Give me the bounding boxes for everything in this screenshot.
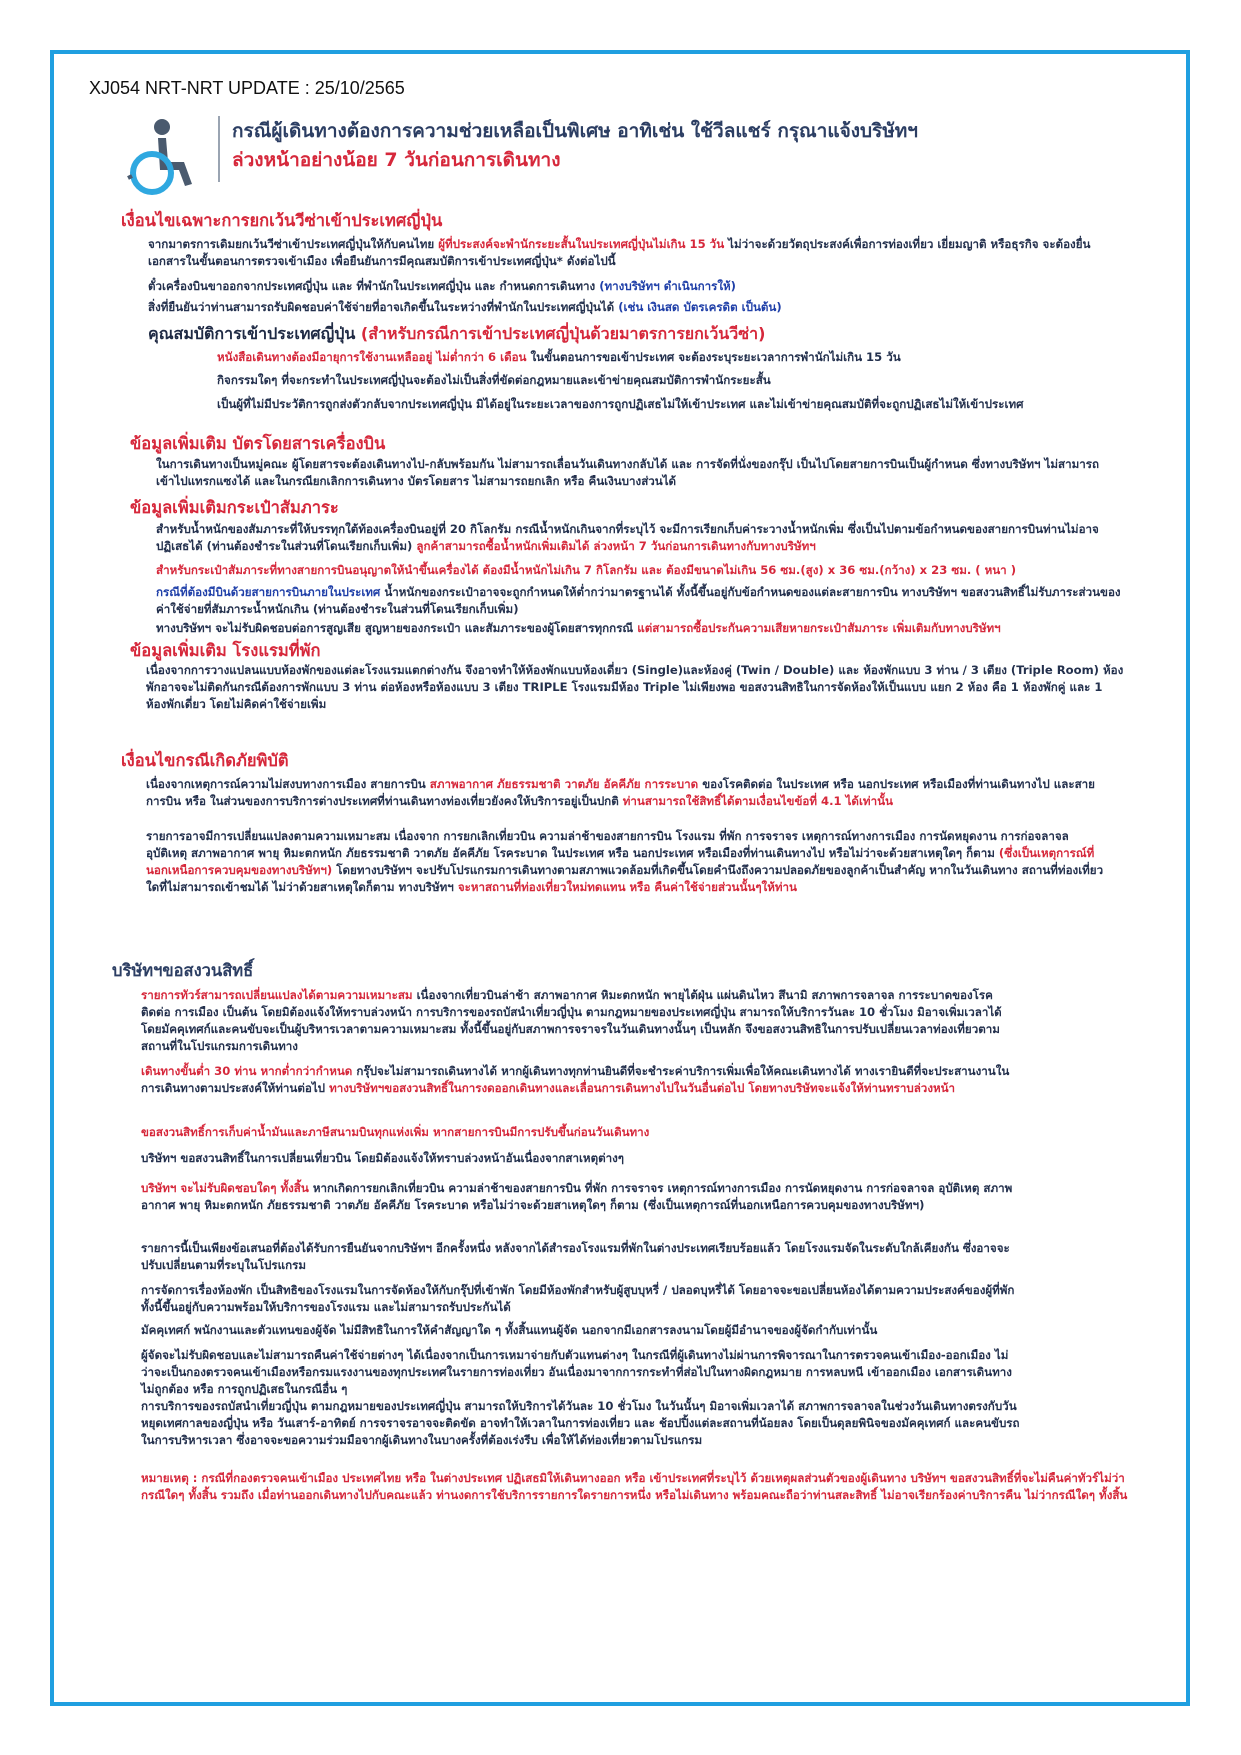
visa-p2-text: ตั๋วเครื่องบินขาออกจากประเทศญี่ปุ่น และ ที่พำนักในประเทศญี่ปุ่น และ กำหนดการเดินทาง (148, 279, 600, 293)
baggage-paragraph-2: สำหรับกระเป๋าสัมภาระที่ทางสายการบินอนุญาตให้นำขึ้นเครื่องได้ ต้องมีน้ำหนักไม่เกิน 7 กิโลกรัม และ ต้องมีขนาดไม่เกิน 56 ซม.(สูง) x 36 ซม.(กว้าง) x 23 ซม. ( หนา ) (156, 563, 1017, 577)
disaster-p2-text: รายการอาจมีการเปลี่ยนแปลงตามความเหมาะสม เนื่องจาก การยกเลิกเที่ยวบิน ความล่าช้าของสายการบิน โรงแรม ที่พัก การจราจร เหตุการณ์ทางการเมือง การนัดหยุดงาน การก่อจลาจล อุบัติเหตุ สภาพอากาศ พายุ หิมะตกหนัก ภัยธรรมชาติ วาตภัย อัคคีภัย โรคระบาด ในประเทศ หรือ นอกประเทศ หรือเมืองที่ท่านเดินทางไป หรือไม่ว่าจะด้วยสาเหตุใดๆ ก็ตาม (146, 829, 1069, 860)
disaster-p1-text: เนื่องจากเหตุการณ์ความไม่สงบทางการเมือง สายการบิน (146, 777, 430, 791)
visa-p3-highlight: (เช่น เงินสด บัตรเครดิต เป็นต้น) (618, 300, 782, 314)
qualification-item-1-highlight: หนังสือเดินทางต้องมีอายุการใช้งานเหลืออยู่ ไม่ต่ำกว่า 6 เดือน (217, 350, 527, 364)
qualification-item-2: กิจกรรมใดๆ ที่จะกระทำในประเทศญี่ปุ่นจะต้องไม่เป็นสิ่งที่ขัดต่อกฎหมายและเข้าข่ายคุณสมบัติการพำนักระยะสั้น (217, 373, 771, 387)
visa-paragraph-3 (148, 299, 1108, 316)
qualification-title-text: คุณสมบัติการเข้าประเทศญี่ปุ่น (148, 324, 361, 343)
qualification-title (148, 322, 765, 347)
visa-section-title: เงื่อนไขเฉพาะการยกเว้นวีซ่าเข้าประเทศญี่ปุ่น (121, 211, 443, 230)
document-code: XJ054 NRT-NRT UPDATE : 25/10/2565 (89, 78, 405, 98)
reserve-paragraph-10: การบริการของรถบัสนำเที่ยวญี่ปุ่น ตามกฎหมายของประเทศญี่ปุ่น สามารถให้บริการได้วันละ 10 ชั่วโมง ในวันนั้นๆ มิอาจเพิ่มเวลาได้ สภาพการจลาจลในช่วงวันเดินทางตรงกับวันหยุดเทศกาลของญี่ปุ่น หรือ วันเสาร์-อาทิตย์ การจราจรอาจจะติดขัด อาจทำให้เวลาในการท่องเที่ยว และ ช้อปปิ้งแต่ละสถานที่น้อยลง โดยเป็นดุลยพินิจของมัคคุเทศก์ และคนขับรถในการบริหารเวลา ซึ่งอาจจะขอความร่วมมือจากผู้เดินทางในบางครั้งที่ต้องเร่งรีบ เพื่อให้ได้ท่องเที่ยวตามโปรแกรม (141, 1399, 1020, 1447)
reserve-section-title: บริษัทฯขอสงวนสิทธิ์ (112, 961, 254, 980)
baggage-p4-highlight: แต่สามารถซื้อประกันความเสียหายกระเป๋าสัมภาระ เพิ่มเติมกับทางบริษัทฯ (637, 621, 1001, 635)
qualification-item-1-text: ในขั้นตอนการขอเข้าประเทศ จะต้องระบุระยะเวลาการพำนักไม่เกิน 15 วัน (526, 350, 901, 364)
disaster-p1-highlight: สภาพอากาศ ภัยธรรมชาติ วาตภัย อัคคีภัย การระบาด (429, 777, 699, 791)
disaster-p2-highlight-2: จะหาสถานที่ท่องเที่ยวใหม่ทดแทน หรือ คืนค่าใช้จ่ายส่วนนั้นๆให้ท่าน (457, 880, 797, 894)
visa-p1-text-2: ไม่ว่าจะด้วยวัตถุประสงค์เพื่อการท่องเที่ยว เยี่ยมญาติ หรือธุรกิจ จะต้องยื่นเอกสารในขั้นตอนการตรวจเข้าเมือง เพื่อยืนยันการมีคุณสมบัติการเข้าประเทศญี่ปุ่น* ดังต่อไปนี้ (148, 237, 1091, 268)
reserve-note: หมายเหตุ : กรณีที่กองตรวจคนเข้าเมือง ประเทศไทย หรือ ในต่างประเทศ ปฏิเสธมิให้เดินทางออก หรือ เข้าประเทศที่ระบุไว้ ด้วยเหตุผลส่วนตัวของผู้เดินทาง บริษัทฯ ขอสงวนสิทธิ์ที่จะไม่คืนค่าทัวร์ไม่ว่ากรณีใดๆ ทั้งสิ้น รวมถึง เมื่อท่านออกเดินทางไปกับคณะแล้ว ท่านงดการใช้บริการรายการใดรายการหนึ่ง หรือไม่เดินทาง พร้อมคณะถือว่าท่านสละสิทธิ์ ไม่อาจเรียกร้องค่าบริการคืน ไม่ว่ากรณีใดๆ ทั้งสิ้น (141, 1471, 1128, 1502)
visa-p1-text: จากมาตรการเดิมยกเว้นวีซ่าเข้าประเทศญี่ปุ่นให้กับคนไทย (148, 237, 439, 251)
disaster-paragraph-2 (146, 828, 1106, 896)
reserve-paragraph-1 (141, 987, 1021, 1055)
hotel-paragraph: เนื่องจากการวางแปลนแบบห้องพักของแต่ละโรงแรมแตกต่างกัน จึงอาจทำให้ห้องพักแบบห้องเดี่ยว (Single)และห้องคู่ (Twin / Double) และ ห้องพักแบบ 3 ท่าน / 3 เตียง (Triple Room) ห้องพักอาจจะไม่ติดกันกรณีต้องการพักแบบ 3 ท่าน ต่อห้องหรือห้องแบบ 3 เตียง TRIPLE โรงแรมมีห้อง Triple ไม่เพียงพอ ขอสงวนสิทธิในการจัดห้องให้เป็นแบบ แยก 2 ห้อง คือ 1 ห้องพักคู่ และ 1 ห้องพักเดี่ยว โดยไม่คิดค่าใช้จ่ายเพิ่ม (146, 663, 1124, 711)
reserve-p2-highlight: เดินทางขั้นต่ำ 30 ท่าน หากต่ำกว่ากำหนด (141, 1064, 353, 1078)
ticket-section-title: ข้อมูลเพิ่มเติม บัตรโดยสารเครื่องบิน (130, 434, 386, 453)
visa-paragraph-2 (148, 278, 1108, 295)
header-divider (218, 116, 220, 182)
disaster-paragraph-1 (146, 776, 1106, 810)
reserve-paragraph-3: ขอสงวนสิทธิ์การเก็บค่าน้ำมันและภาษีสนามบินทุกแห่งเพิ่ม หากสายการบินมีการปรับขึ้นก่อนวันเดินทาง (141, 1125, 650, 1139)
visa-p3-text: สิ่งที่ยืนยันว่าท่านสามารถรับผิดชอบค่าใช้จ่ายที่อาจเกิดขึ้นในระหว่างที่พำนักในประเทศญี่ปุ่นได้ (148, 300, 619, 314)
disaster-p2-highlight: (ซึ่งเป็นเหตุการณ์ที่นอกเหนือการควบคุมของทางบริษัทฯ) (146, 846, 1095, 877)
wheelchair-icon (122, 118, 202, 200)
baggage-p3-highlight: กรณีที่ต้องมีบินด้วยสายการบินภายในประเทศ (156, 585, 381, 599)
visa-p1-highlight: ผู้ที่ประสงค์จะพำนักระยะสั้นในประเทศญี่ปุ่นไม่เกิน 15 วัน (438, 237, 725, 251)
reserve-paragraph-5 (141, 1180, 1021, 1214)
qualification-item-1 (217, 349, 1117, 366)
ticket-paragraph: ในการเดินทางเป็นหมู่คณะ ผู้โดยสารจะต้องเดินทางไป-กลับพร้อมกัน ไม่สามารถเลื่อนวันเดินทางกลับได้ และ การจัดที่นั่งของกรุ๊ป เป็นไปโดยสายการบินเป็นผู้กำหนด ซึ่งทางบริษัทฯ ไม่สามารถเข้าไปแทรกแซงได้ และในกรณียกเลิกการเดินทาง บัตรโดยสาร ไม่สามารถยกเลิก หรือ คืนเงินบางส่วนได้ (156, 457, 1100, 488)
qualification-title-highlight: (สำหรับกรณีการเข้าประเทศญี่ปุ่นด้วยมาตรการยกเว้นวีซ่า) (360, 324, 766, 343)
reserve-p2-text: กรุ๊ปจะไม่สามารถเดินทางได้ หากผู้เดินทางทุกท่านยินดีที่จะชำระค่าบริการเพิ่มเพื่อให้คณะเดินทางได้ ทางเรายินดีที่จะประสานงานในการเดินทางตามประสงค์ให้ท่านต่อไป (141, 1064, 1010, 1095)
disaster-p1-text-2: ของโรคติดต่อ ในประเทศ หรือ นอกประเทศ หรือเมืองที่ท่านเดินทางไป และสายการบิน หรือ ในส่วนของการบริการต่างประเทศที่ท่านเดินทางท่องเที่ยวยังคงให้บริการอยู่เป็นปกติ (146, 777, 1095, 808)
baggage-p1-highlight: ลูกค้าสามารถซื้อน้ำหนักเพิ่มเติมได้ ล่วงหน้า 7 วันก่อนการเดินทางกับทางบริษัทฯ (416, 539, 816, 553)
disaster-p2-text-2: โดยทางบริษัทฯ จะปรับโปรแกรมการเดินทางตามสภาพแวดล้อมที่เกิดขึ้นโดยคำนึงถึงความปลอดภัยของลูกค้าเป็นสำคัญ หากในวันเดินทาง สถานที่ท่องเที่ยวใดที่ไม่สามารถเข้าชมได้ ไม่ว่าด้วยสาเหตุใดก็ตาม ทางบริษัทฯ (146, 863, 1104, 894)
reserve-p1-highlight: รายการทัวร์สามารถเปลี่ยนแปลงได้ตามความเหมาะสม (141, 988, 413, 1002)
header-line-2: ล่วงหน้าอย่างน้อย 7 วันก่อนการเดินทาง (232, 149, 561, 171)
reserve-p1-text: เนื่องจากเที่ยวบินล่าช้า สภาพอากาศ หิมะตกหนัก พายุไต้ฝุ่น แผ่นดินไหว สึนามิ สภาพการจลาจล การระบาดของโรคติดต่อ การเมือง เป็นต้น โดยมิต้องแจ้งให้ทราบล่วงหน้า การบริการของรถบัสนำเที่ยวญี่ปุ่น ตามกฎหมายของประเทศญี่ปุ่น สามารถให้บริการวันละ 10 ชั่วโมง มิอาจเพิ่มเวลาได้ โดยมัคคุเทศก์และคนขับจะเป็นผู้บริหารเวลาตามความเหมาะสม ทั้งนี้ขึ้นอยู่กับสภาพการจราจรในวันเดินทางนั้นๆ เป็นหลัก จึงขอสงวนสิทธิในการปรับเปลี่ยนเวลาท่องเที่ยวตามสถานที่ในโปรแกรมการเดินทาง (141, 988, 1002, 1053)
baggage-p4-text: ทางบริษัทฯ จะไม่รับผิดชอบต่อการสูญเสีย สูญหายของกระเป๋า และสัมภาระของผู้โดยสารทุกกรณี (156, 621, 638, 635)
disaster-section-title: เงื่อนไขกรณีเกิดภัยพิบัติ (121, 751, 289, 770)
reserve-paragraph-2 (141, 1063, 1021, 1097)
baggage-paragraph-1 (156, 521, 1126, 555)
baggage-section-title: ข้อมูลเพิ่มเติมกระเป๋าสัมภาระ (130, 498, 339, 517)
reserve-paragraph-7: การจัดการเรื่องห้องพัก เป็นสิทธิของโรงแรมในการจัดห้องให้กับกรุ๊ปที่เข้าพัก โดยมีห้องพักสำหรับผู้สูบบุหรี่ / ปลอดบุหรี่ได้ โดยอาจจะขอเปลี่ยนห้องได้ตามความประสงค์ของผู้ที่พัก ทั้งนี้ขึ้นอยู่กับความพร้อมให้บริการของโรงแรม และไม่สามารถรับประกันได้ (141, 1283, 1015, 1314)
visa-paragraph-1 (148, 236, 1108, 270)
reserve-paragraph-9: ผู้จัดจะไม่รับผิดชอบและไม่สามารถคืนค่าใช้จ่ายต่างๆ ได้เนื่องจากเป็นการเหมาจ่ายกับตัวแทนต่างๆ ในกรณีที่ผู้เดินทางไม่ผ่านการพิจารณาในการตรวจคนเข้าเมือง-ออกเมือง ไม่ว่าจะเป็นกองตรวจคนเข้าเมืองหรือกรมแรงงานของทุกประเทศในรายการท่องเที่ยว อันเนื่องมาจากการกระทำที่ส่อไปในทางผิดกฎหมาย การหลบหนี เข้าออกเมือง เอกสารเดินทางไม่ถูกต้อง หรือ การถูกปฏิเสธในกรณีอื่น ๆ (141, 1348, 1012, 1396)
baggage-p1-text: สำหรับน้ำหนักของสัมภาระที่ให้บรรทุกใต้ท้องเครื่องบินอยู่ที่ 20 กิโลกรัม กรณีน้ำหนักเกินจากที่ระบุไว้ จะมีการเรียกเก็บค่าระวางน้ำหนักเพิ่ม ซึ่งเป็นไปตามข้อกำหนดของสายการบินท่านไม่อาจปฏิเสธได้ (ท่านต้องชำระในส่วนที่โดนเรียกเก็บเพิ่ม) (156, 522, 1099, 553)
reserve-p2-highlight-2: ทางบริษัทฯขอสงวนสิทธิ์ในการงดออกเดินทางและเลื่อนการเดินทางไปในวันอื่นต่อไป โดยทางบริษัทจะแจ้งให้ท่านทราบล่วงหน้า (329, 1081, 956, 1095)
hotel-section-title: ข้อมูลเพิ่มเติม โรงแรมที่พัก (130, 641, 321, 660)
header-line-1: กรณีผู้เดินทางต้องการความช่วยเหลือเป็นพิเศษ อาทิเช่น ใช้วีลแชร์ กรุณาแจ้งบริษัทฯ (232, 120, 918, 142)
reserve-paragraph-4: บริษัทฯ ขอสงวนสิทธิ์ในการเปลี่ยนเที่ยวบิน โดยมิต้องแจ้งให้ทราบล่วงหน้าอันเนื่องจากสาเหตุต่างๆ (141, 1151, 625, 1165)
reserve-p5-text: หากเกิดการยกเลิกเที่ยวบิน ความล่าช้าของสายการบิน ที่พัก การจราจร เหตุการณ์ทางการเมือง การนัดหยุดงาน การก่อจลาจล อุบัติเหตุ สภาพอากาศ พายุ หิมะตกหนัก ภัยธรรมชาติ วาตภัย อัคคีภัย โรคระบาด หรือไม่ว่าจะด้วยสาเหตุใดๆ ก็ตาม (ซึ่งเป็นเหตุการณ์ที่นอกเหนือการควบคุมของทางบริษัทฯ) (141, 1181, 1013, 1212)
reserve-p5-highlight: บริษัทฯ จะไม่รับผิดชอบใดๆ ทั้งสิ้น (141, 1181, 309, 1195)
reserve-paragraph-8: มัคคุเทศก์ พนักงานและตัวแทนของผู้จัด ไม่มีสิทธิในการให้คำสัญญาใด ๆ ทั้งสิ้นแทนผู้จัด นอกจากมีเอกสารลงนามโดยผู้มีอำนาจของผู้จัดกำกับเท่านั้น (141, 1323, 878, 1337)
baggage-paragraph-3 (156, 584, 1126, 618)
visa-p2-highlight: (ทางบริษัทฯ ดำเนินการให้) (599, 279, 736, 293)
qualification-item-3: เป็นผู้ที่ไม่มีประวัติการถูกส่งตัวกลับจากประเทศญี่ปุ่น มิได้อยู่ในระยะเวลาของการถูกปฏิเสธไม่ให้เข้าประเทศ และไม่เข้าข่ายคุณสมบัติที่จะถูกปฏิเสธไม่ให้เข้าประเทศ (217, 397, 1024, 411)
disaster-p1-highlight-2: ท่านสามารถใช้สิทธิ์ได้ตามเงื่อนไขข้อที่ 4.1 ได้เท่านั้น (622, 794, 893, 808)
baggage-p3-text: น้ำหนักของกระเป๋าอาจจะถูกกำหนดให้ต่ำกว่ามาตรฐานได้ ทั้งนี้ขึ้นอยู่กับข้อกำหนดของแต่ละสายการบิน ทางบริษัทฯ ขอสงวนสิทธิ์ไม่รับภาระส่วนของค่าใช้จ่ายที่สัมภาระน้ำหนักเกิน (ท่านต้องชำระในส่วนที่โดนเรียกเก็บเพิ่ม) (156, 585, 1121, 616)
baggage-paragraph-4 (156, 620, 1136, 637)
reserve-paragraph-6: รายการนี้เป็นเพียงข้อเสนอที่ต้องได้รับการยืนยันจากบริษัทฯ อีกครั้งหนึ่ง หลังจากได้สำรองโรงแรมที่พักในต่างประเทศเรียบร้อยแล้ว โดยโรงแรมจัดในระดับใกล้เคียงกัน ซึ่งอาจจะปรับเปลี่ยนตามที่ระบุในโปรแกรม (141, 1241, 1010, 1272)
